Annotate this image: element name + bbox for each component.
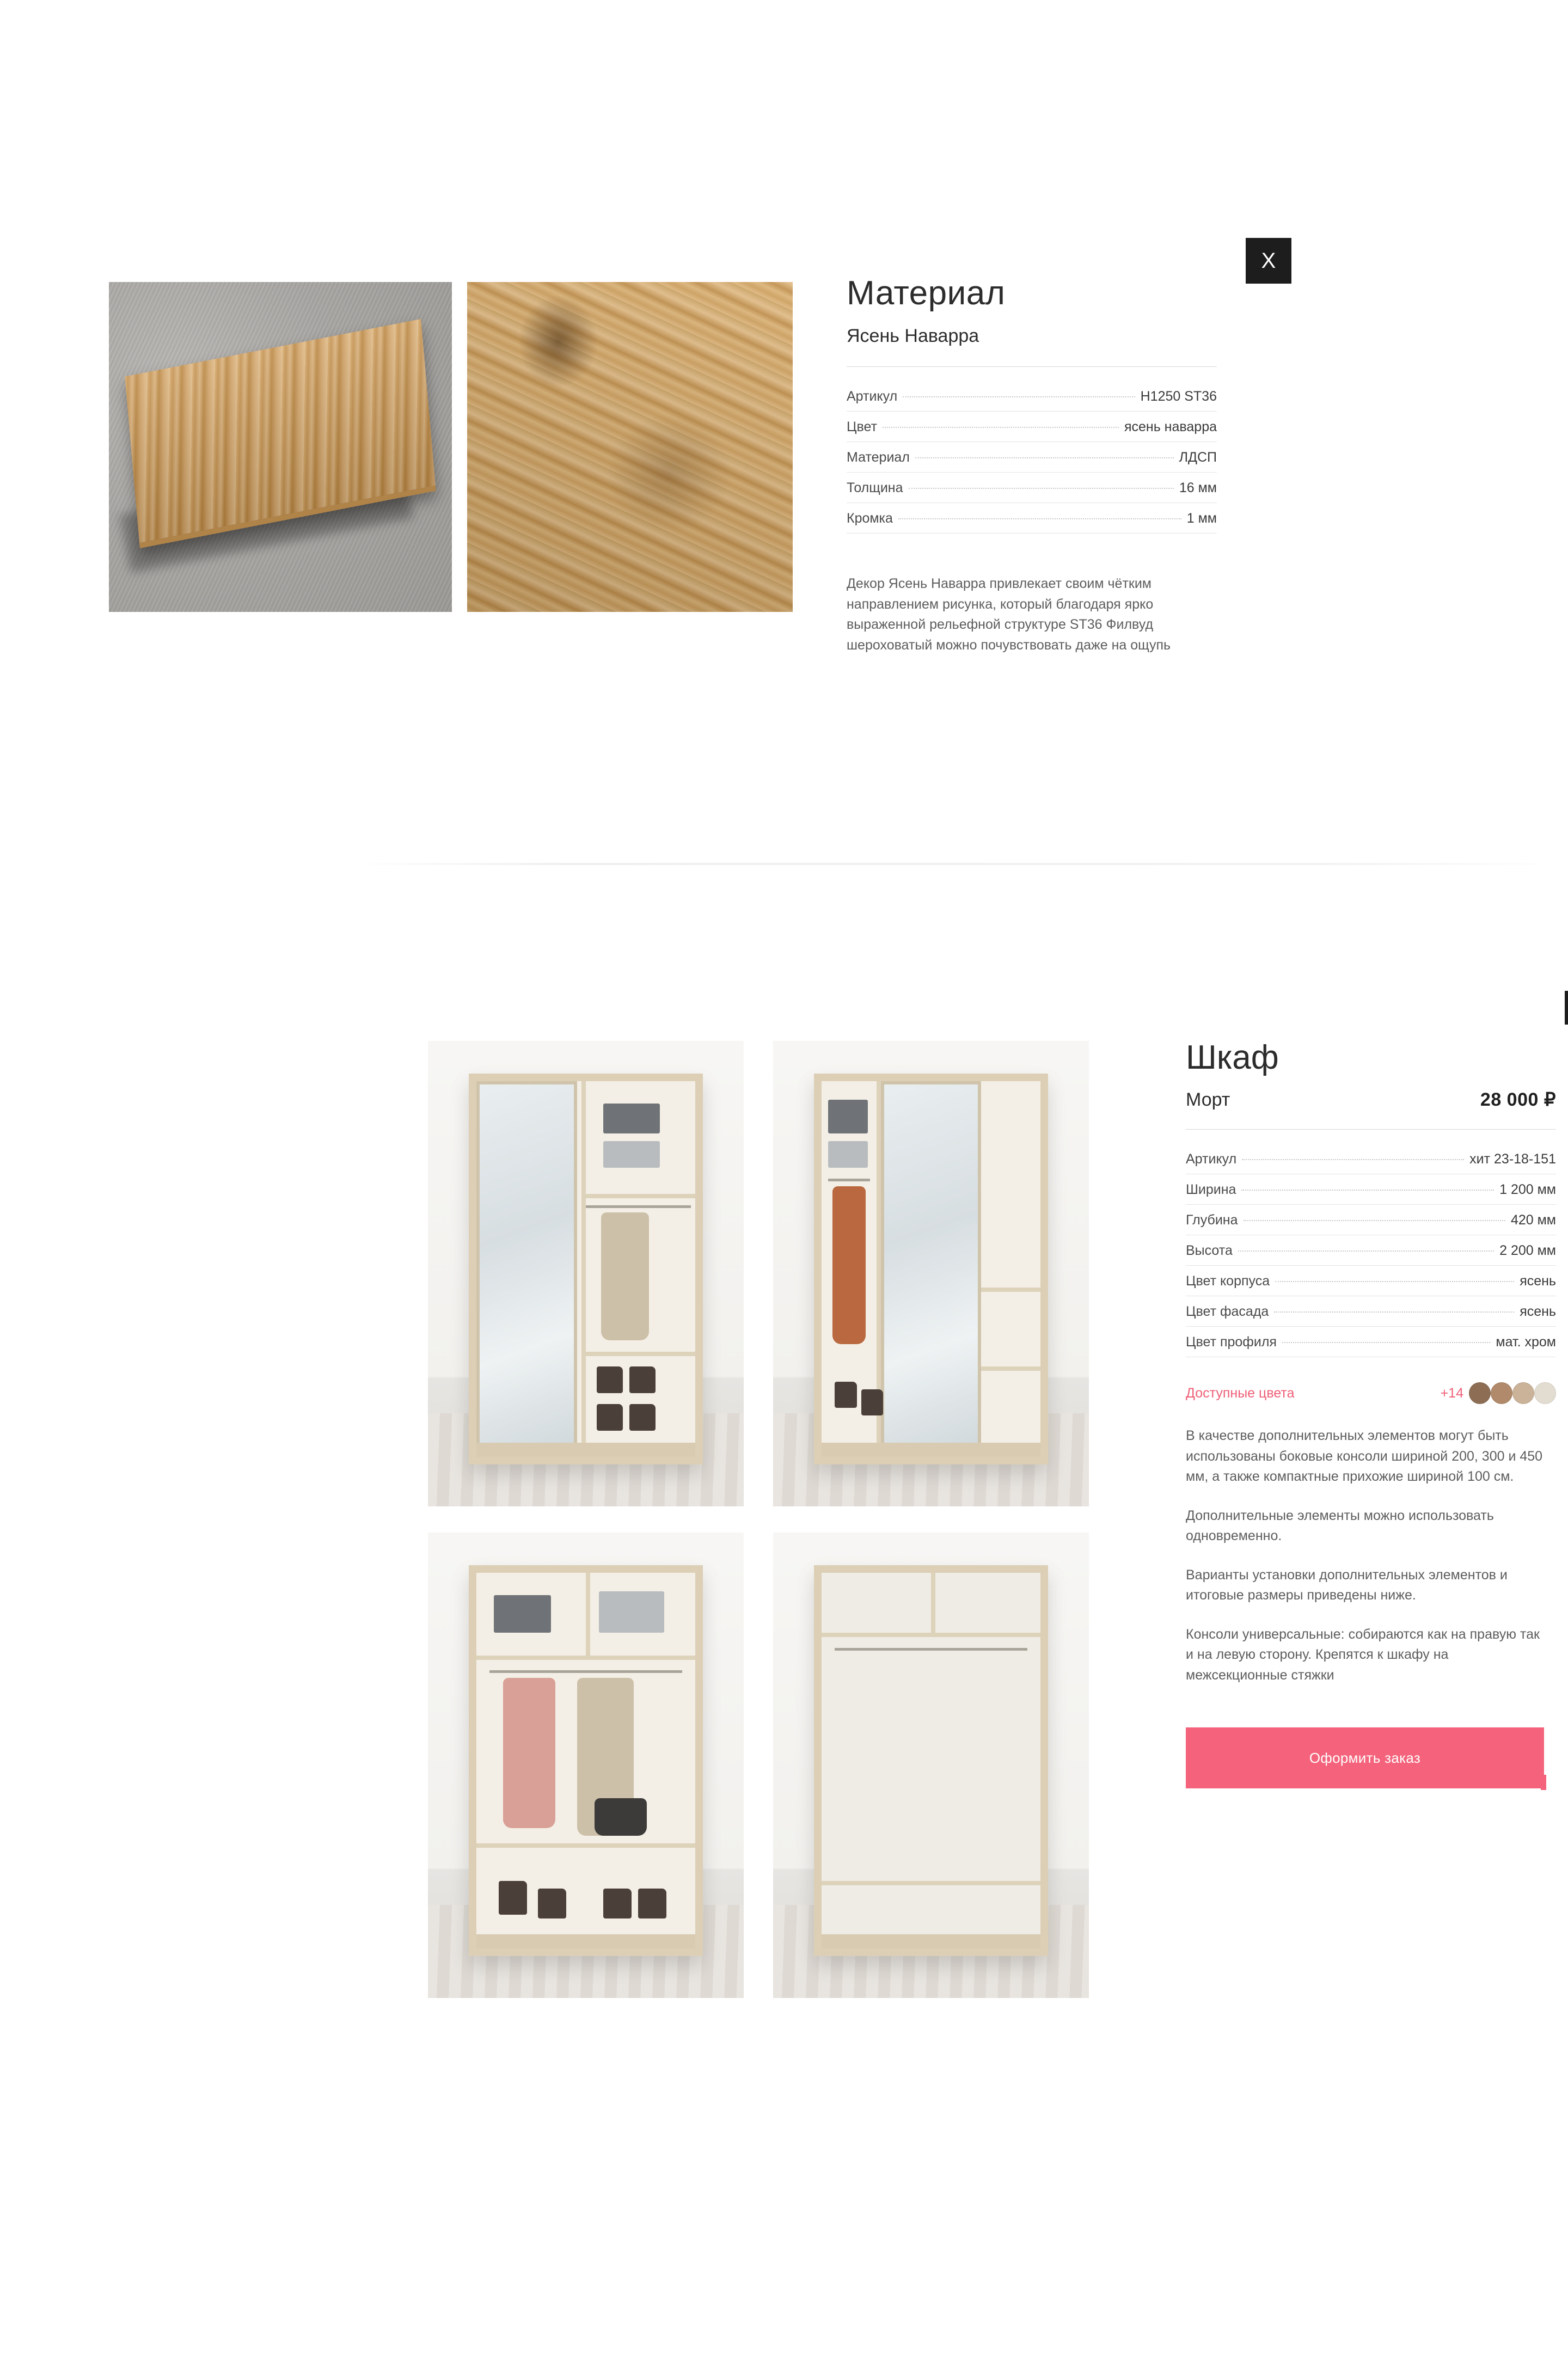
spec-value: ясень	[1520, 1304, 1556, 1319]
spec-dots	[1238, 1251, 1494, 1252]
section-divider	[346, 863, 1568, 865]
spec-value: 420 мм	[1510, 1212, 1556, 1228]
spec-value: 2 200 мм	[1499, 1243, 1556, 1258]
color-swatch[interactable]	[1491, 1382, 1512, 1404]
material-photo-board	[109, 282, 452, 612]
wardrobe-photo-3[interactable]	[428, 1533, 744, 1998]
material-description: Декор Ясень Наварра привлекает своим чётким направлением рисунка, который благодаря ярко выраженной рельефной структуре ST36 Филвуд шероховатый можно почувствовать даже на ощупь	[847, 576, 1171, 653]
spec-dots	[1244, 1220, 1505, 1221]
order-button-edge	[1541, 1775, 1546, 1790]
spec-dots	[909, 488, 1174, 489]
wardrobe-photo-4[interactable]	[773, 1533, 1089, 1998]
material-subtitle: Ясень Наварра	[847, 326, 979, 346]
close-icon[interactable]: X	[1246, 238, 1291, 284]
order-button[interactable]: Оформить заказ	[1186, 1727, 1544, 1788]
wardrobe-model-price-row	[1186, 1089, 1556, 1111]
spec-row	[847, 381, 1217, 412]
spec-key: Толщина	[847, 480, 903, 495]
spec-value: ясень наварра	[1124, 419, 1217, 434]
table-row	[1186, 1144, 1556, 1174]
spec-dots	[903, 396, 1135, 397]
spec-key: Глубина	[1186, 1212, 1238, 1228]
spec-key: Кромка	[847, 511, 893, 526]
wardrobe-paragraph: В качестве дополнительных элементов могут быть использованы боковые консоли шириной 200, 300 и 450 мм, а также компактные прихожие шириной 100 см.	[1186, 1428, 1543, 1484]
table-row	[1186, 1327, 1556, 1357]
wardrobe-product-panel	[0, 958, 1568, 2366]
spec-dots	[898, 518, 1181, 519]
divider	[1186, 1129, 1556, 1130]
spec-key: Цвет профиля	[1186, 1334, 1277, 1350]
spec-value: мат. хром	[1496, 1334, 1556, 1350]
wardrobe-spec-list	[1186, 1144, 1556, 1357]
wardrobe-paragraph: Дополнительные элементы можно использовать одновременно.	[1186, 1507, 1494, 1543]
spec-key: Артикул	[1186, 1151, 1237, 1167]
wardrobe-title: Шкаф	[1186, 1039, 1279, 1076]
table-row	[1186, 1296, 1556, 1327]
color-swatch[interactable]	[1469, 1382, 1491, 1404]
spec-dots	[1282, 1342, 1490, 1343]
table-row	[1186, 1235, 1556, 1266]
color-swatch[interactable]	[1534, 1382, 1556, 1404]
spec-key: Артикул	[847, 389, 898, 404]
spec-key: Цвет корпуса	[1186, 1273, 1270, 1289]
spec-key: Цвет	[847, 419, 878, 434]
spec-key: Высота	[1186, 1243, 1233, 1258]
spec-value: 1 мм	[1186, 511, 1217, 526]
spec-value: хит 23-18-151	[1469, 1151, 1556, 1167]
material-modal	[0, 0, 1568, 871]
table-row	[1186, 1266, 1556, 1296]
spec-row	[847, 473, 1217, 503]
wardrobe-paragraph: Варианты установки дополнительных элементов и итоговые размеры приведены ниже.	[1186, 1567, 1508, 1603]
spec-key: Ширина	[1186, 1182, 1236, 1197]
spec-row	[847, 442, 1217, 473]
spec-row	[847, 503, 1217, 534]
spec-dots	[1274, 1311, 1514, 1313]
spec-dots	[1242, 1159, 1464, 1160]
spec-key: Материал	[847, 450, 910, 465]
spec-dots	[1241, 1190, 1494, 1191]
wardrobe-photo-1[interactable]	[428, 1041, 744, 1506]
wardrobe-model: Морт	[1186, 1089, 1230, 1110]
table-row	[1186, 1174, 1556, 1205]
spec-dots	[1275, 1281, 1514, 1282]
material-info	[847, 274, 1217, 669]
color-swatch-group[interactable]	[1441, 1382, 1556, 1404]
material-photo-texture	[467, 282, 793, 612]
spec-value: ЛДСП	[1179, 450, 1217, 465]
spec-dots	[915, 457, 1174, 458]
wardrobe-photo-2[interactable]	[773, 1041, 1089, 1506]
color-swatch[interactable]	[1512, 1382, 1534, 1404]
color-count-badge: +14	[1440, 1385, 1463, 1401]
spec-value: 1 200 мм	[1499, 1182, 1556, 1197]
wardrobe-price: 28 000 ₽	[1480, 1089, 1556, 1110]
spec-value: ясень	[1520, 1273, 1556, 1289]
spec-dots	[883, 427, 1119, 428]
wardrobe-info	[1186, 1041, 1556, 1704]
spec-row	[847, 412, 1217, 442]
divider	[847, 366, 1217, 367]
material-spec-list	[847, 381, 1217, 534]
table-row	[1186, 1205, 1556, 1235]
wardrobe-paragraph: Консоли универсальные: собираются как на правую так и на левую сторону. Крепятся к шкафу на межсекционные стяжки	[1186, 1626, 1540, 1683]
material-title: Материал	[847, 274, 1006, 312]
available-colors-label: Доступные цвета	[1186, 1385, 1295, 1401]
spec-key: Цвет фасада	[1186, 1304, 1269, 1319]
spec-value: H1250 ST36	[1140, 389, 1217, 404]
available-colors[interactable]	[1186, 1382, 1556, 1404]
spec-value: 16 мм	[1179, 480, 1217, 495]
